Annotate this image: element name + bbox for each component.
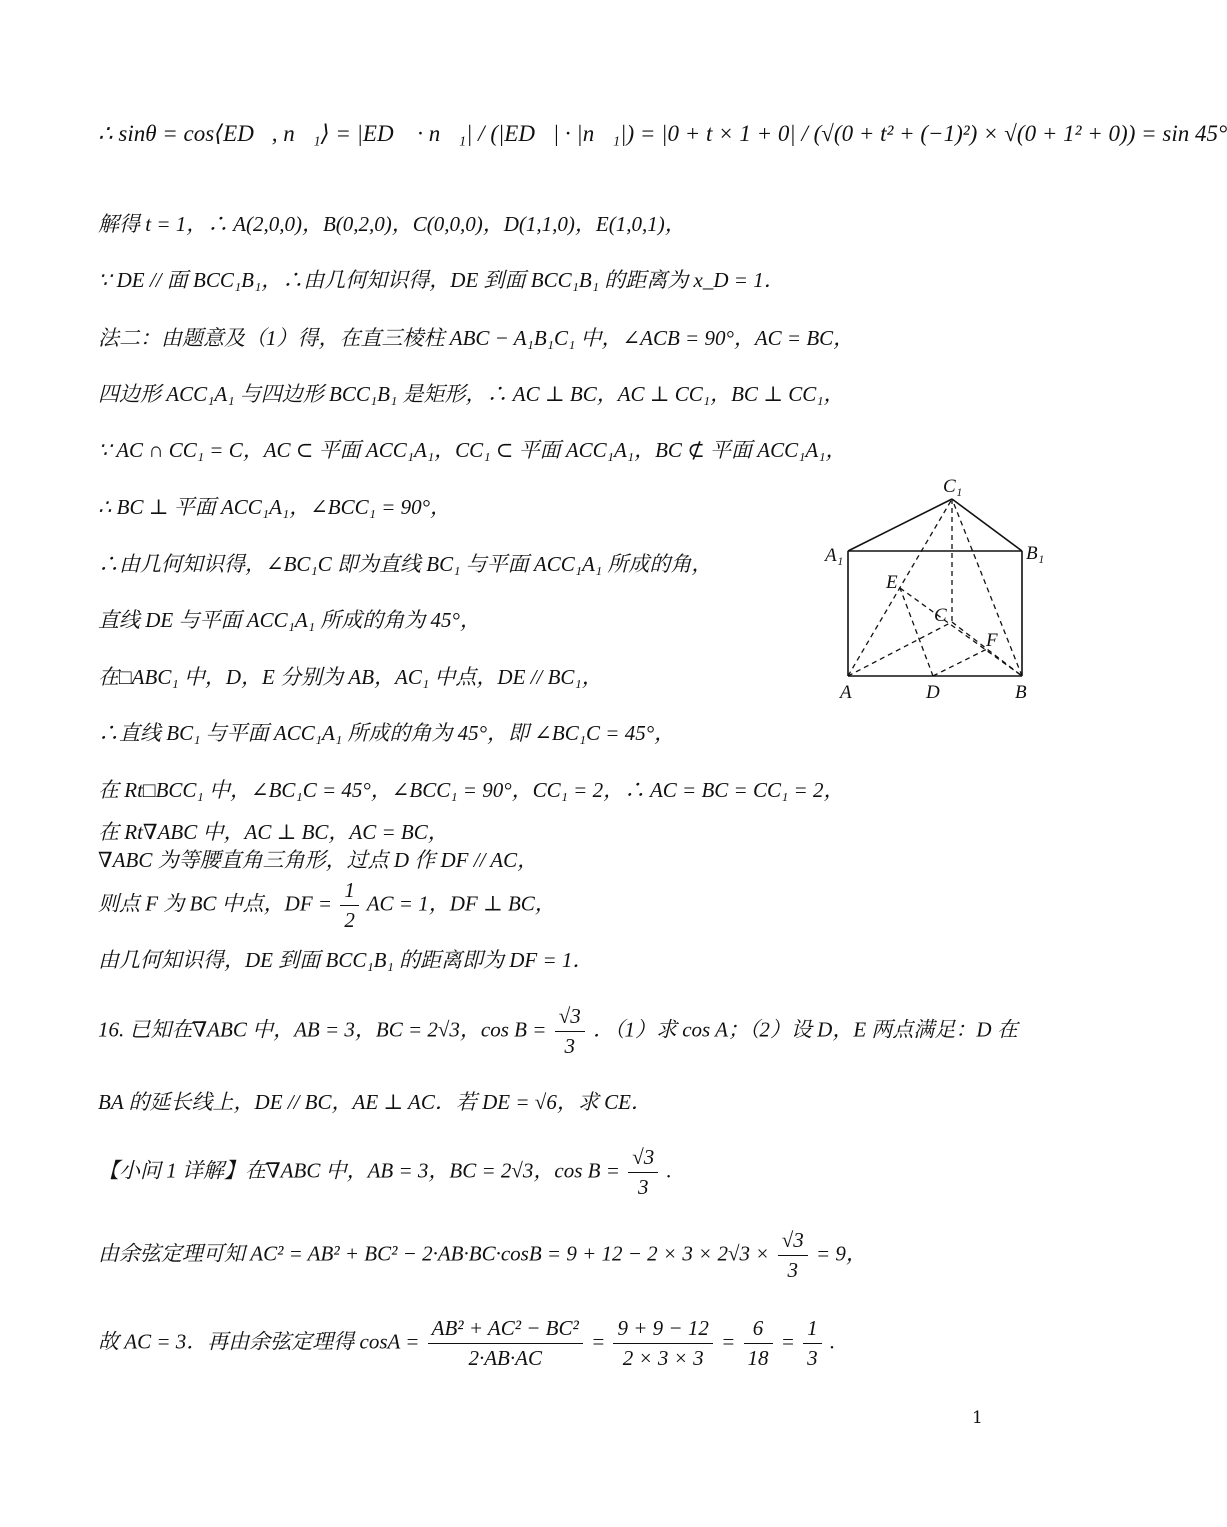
page-number: 1 <box>972 1408 983 1428</box>
line-angle-45: ∴直线 BC₁ 与平面 ACC₁A₁ 所成的角为 45°，即 ∠BC₁C = 45°， <box>98 721 676 745</box>
line-rt-abc: 在 Rt∇ABC 中，AC ⊥ BC，AC = BC， <box>98 820 449 844</box>
fraction-cos-a-values: $\frac{9 + 9 - 12}{2 \times 3 \times 3}$ <box>613 1316 712 1371</box>
line-isosceles: ∇ABC 为等腰直角三角形，过点 D 作 DF // AC， <box>98 848 539 872</box>
line-method2-intro: 法二：由题意及（1）得，在直三棱柱 ABC − A₁B₁C₁ 中，∠ACB = 90°，AC = BC， <box>98 326 855 350</box>
subquestion-1-heading: 【小问 1 详解】在∇ABC 中，AB = 3，BC = 2√3，cos B = $\frac{√3}{3}$ . <box>98 1145 672 1200</box>
line-de-angle: 直线 DE 与平面 ACC₁A₁ 所成的角为 45°， <box>98 608 481 632</box>
segment-d-f <box>933 649 987 676</box>
line-distance-method2: 由几何知识得，DE 到面 BCC₁B₁ 的距离即为 DF = 1． <box>98 948 594 972</box>
segment-e-b <box>900 588 1022 676</box>
label-b1: B₁ <box>1026 543 1045 564</box>
line-angle-bc1c: ∴由几何知识得，∠BC₁C 即为直线 BC₁ 与平面 ACC₁A₁ 所成的角， <box>98 552 713 576</box>
line-coordinates: 解得 t = 1，∴ A(2,0,0)，B(0,2,0)，C(0,0,0)，D(1,1,0)，E(1,0,1)， <box>98 212 686 236</box>
line-cos-formula: ∴ sinθ = cos⟨ED⃗, n⃗₁⟩ = |ED⃗ · n⃗₁| / (|ED⃗| · |n⃗₁|) = |0 + t × 1 + 0| / (√(0 + t² + (−1)²) × √(0 + 1² + 0)) = sin 45° <box>98 121 1227 146</box>
fraction-one-half: $\frac{1}{2}$ <box>340 878 359 933</box>
label-f: F <box>986 630 998 651</box>
segment-d-e <box>900 588 933 676</box>
line-right-triangle: 在 Rt□BCC₁ 中，∠BC₁C = 45°，∠BCC₁ = 90°，CC₁ = 2，∴ AC = BC = CC₁ = 2， <box>98 778 845 802</box>
line-rectangles: 四边形 ACC₁A₁ 与四边形 BCC₁B₁ 是矩形，∴ AC ⊥ BC，AC ⊥ CC₁，BC ⊥ CC₁， <box>98 382 845 406</box>
line-bc-perp-plane: ∴ BC ⊥ 平面 ACC₁A₁，∠BCC₁ = 90°， <box>98 495 452 519</box>
line-midpoints: 在□ABC₁ 中，D，E 分别为 AB，AC₁ 中点，DE // BC₁， <box>98 665 603 689</box>
problem-16-statement-cont: BA 的延长线上，DE // BC，AE ⊥ AC．若 DE = √6，求 CE． <box>98 1090 652 1114</box>
prism-figure <box>822 470 1052 710</box>
fraction-one-third: $\frac{1}{3}$ <box>803 1316 822 1371</box>
line-distance-method1: ∵ DE // 面 BCC₁B₁，∴由几何知识得，DE 到面 BCC₁B₁ 的距离为 x_D = 1． <box>98 268 785 292</box>
label-b: B <box>1015 682 1027 703</box>
fraction-sqrt3-over-3: $\frac{√3}{3}$ <box>778 1228 808 1283</box>
fraction-sqrt3-over-3: $\frac{√3}{3}$ <box>555 1004 585 1059</box>
line-df-midpoint: 则点 F 为 BC 中点，DF = $\frac{1}{2}$ AC = 1，DF ⊥ BC， <box>98 878 556 933</box>
problem-16-statement: 16. 已知在∇ABC 中，AB = 3，BC = 2√3，cos B = $\frac{√3}{3}$ ．（1）求 cos A；（2）设 D，E 两点满足：D 在 <box>98 1004 1018 1059</box>
label-e: E <box>886 572 898 593</box>
fraction-cos-a-formula: $\frac{\text{AB² + AC² − BC²}}{2\cdot AB\cdot AC}$ <box>428 1316 583 1371</box>
fraction-sqrt3-over-3: $\frac{√3}{3}$ <box>628 1145 658 1200</box>
label-c: C <box>934 605 947 626</box>
label-a: A <box>840 682 852 703</box>
line-intersection: ∵ AC ∩ CC₁ = C，AC ⊂ 平面 ACC₁A₁，CC₁ ⊂ 平面 ACC₁A₁，BC ⊄ 平面 ACC₁A₁， <box>98 438 847 462</box>
label-c1: C₁ <box>943 476 963 497</box>
label-a1: A₁ <box>825 545 844 566</box>
line-cos-a-result: 故 AC = 3．再由余弦定理得 cosA = $\frac{\text{AB² + AC² − BC²}}{2\cdot AB\cdot AC}$ = $\frac{9 + 9 - 12}{2 \times 3 \times 3}$ = $\frac{6}{18}$ = $\frac{1}{3}$ . <box>98 1316 836 1371</box>
label-d: D <box>926 682 940 703</box>
fraction-six-eighteenths: $\frac{6}{18}$ <box>744 1316 773 1371</box>
line-law-of-cosines: 由余弦定理可知 AC² = AB² + BC² − 2·AB·BC·cosB = 9 + 12 − 2 × 3 × 2√3 × $\frac{√3}{3}$ = 9， <box>98 1228 867 1283</box>
